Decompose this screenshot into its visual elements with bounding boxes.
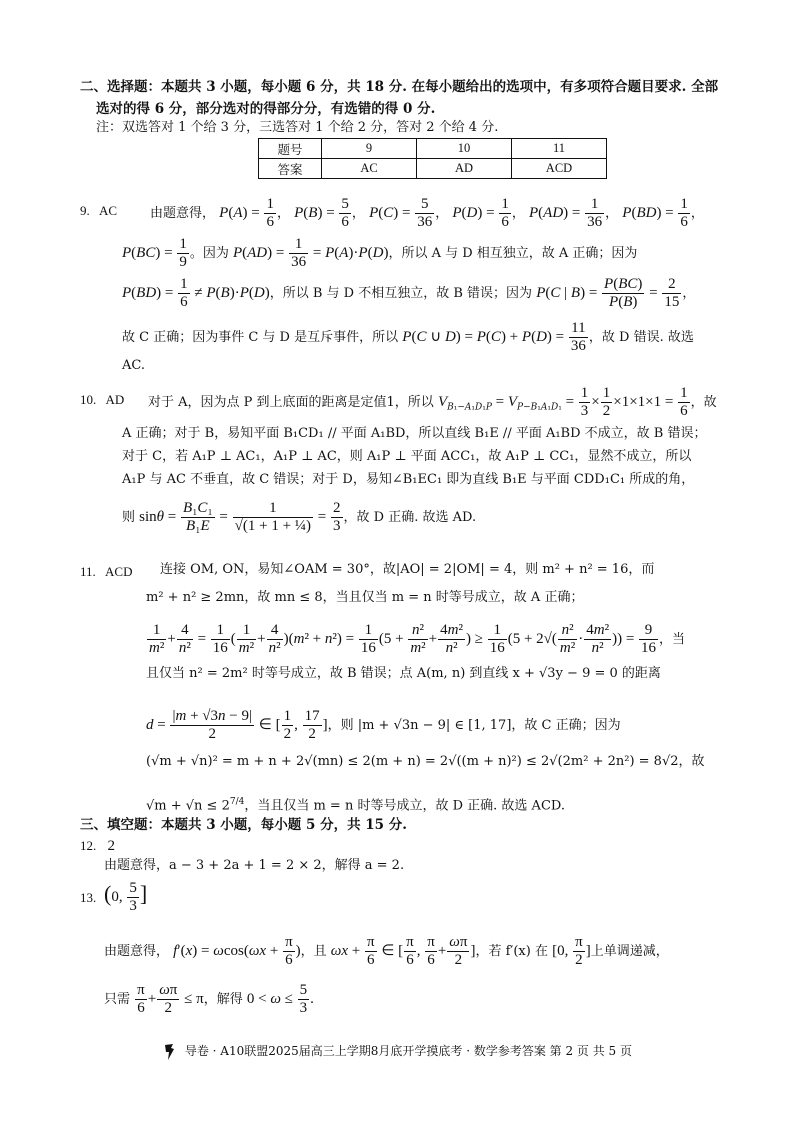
question-number: 13. (80, 890, 97, 905)
text: ，所以 A 与 D 相互独立，故 A 正确；因为 (388, 246, 638, 261)
table-cell: 10 (417, 139, 512, 159)
text: 只需 (104, 992, 131, 1007)
q11-line7 (146, 792, 565, 816)
q10-line4: A₁P 与 AC 不垂直，故 C 错误；对于 D，易知∠B₁EC₁ 即为直线 B₁E 与平面 CDD₁C₁ 所成的角， (122, 472, 695, 487)
text: 上单调递减， (590, 944, 669, 959)
text: 由题意得， (150, 206, 216, 221)
q11-number (80, 562, 132, 582)
question-number: 11. (80, 564, 96, 579)
table-cell: AC (322, 159, 417, 179)
section2-heading-line1: 二、选择题：本题共 3 小题，每小题 6 分，共 18 分. 在每小题给出的选项中，有多项符合题目要求. 全部 (80, 79, 719, 95)
text: 对于 A，因为点 P 到上底面的距离是定值1，所以 (148, 395, 434, 410)
q11-line2: m² + n² ≥ 2mn，故 mn ≤ 8，当且仅当 m = n 时等号成立，故 A 正确； (146, 590, 584, 605)
q10-line2: A 正确；对于 B，易知平面 B₁CD₁ // 平面 A₁BD，所以直线 B₁E // 平面 A₁BD 不成立，故 B 错误； (122, 426, 707, 441)
text: ，所以 B 与 D 不相互独立，故 B 错误；因为 (269, 286, 533, 301)
text: ，故 D 错误. 故选 (588, 330, 694, 345)
q13-answer: (0, $\frac{5}{3}$ ] (104, 880, 148, 914)
question-answer: 2 (107, 838, 115, 854)
text: ，则 |m + √3n − 9| ∈ [1, 17]，故 C 正确；因为 (327, 718, 621, 733)
answer-table-row (259, 159, 607, 179)
q11-line5: d = $\frac{|m + √3n - 9|}{2}$ ∈ [ $\frac{1}{2}$ , $\frac{17}{2}$ ]，则 |m + √3n − 9| ∈ [1, 17]，故 C 正确；因为 (146, 708, 621, 742)
q13-number (80, 888, 96, 908)
text: ，当且仅当 m = n 时等号成立，故 D 正确. 故选 ACD. (244, 798, 565, 814)
brand-logo-icon (162, 1043, 178, 1061)
q10-line1: 对于 A，因为点 P 到上底面的距离是定值1，所以 $V_{B_1-A_1D_1P} = V_{P-B_1A_1D_1}$ = $\frac{1}{3}$ × $\frac{1}{2}$ ×1×1×1 = $\frac{1}{6}$ ，故 (148, 385, 717, 419)
table-cell: 11 (512, 139, 607, 159)
text: ，解得 (203, 992, 243, 1007)
q11-line3: $\frac{1}{\text{m²}}$ + $\frac{4}{\text{n²}}$ = $\frac{1}{16}$ ( $\frac{1}{\text{m²}}$ + $\frac{4}{\text{n²}}$ )(m² + n²) = $\frac{1}{16}$ (5 + $\frac{\text{n²}}{\text{m²}}$ + $\frac{\text{4m²}}{\text{n²}}$ ) ≥ $\frac{1}{16}$ (5 + 2√( $\frac{\text{n²}}{\text{m²}}$ · $\frac{\text{4m²}}{\text{n²}}$ )) = $\frac{9}{16}$ ，当 (149, 622, 686, 656)
footer-text: 导卷 · A10联盟2025届高三上学期8月底开学摸底考 · 数学参考答案 第 2 页 共 5 页 (184, 1044, 632, 1058)
question-answer: ACD (105, 564, 133, 579)
q9-number (80, 201, 117, 221)
answer-table-row (259, 139, 607, 159)
table-cell: ACD (512, 159, 607, 179)
text: 。因为 (189, 246, 229, 261)
text: 则 (122, 510, 136, 525)
q11-line4: 且仅当 n² = 2m² 时等号成立，故 B 错误；点 A(m, n) 到直线 x + √3y − 9 = 0 的距离 (146, 666, 661, 681)
q9-line2: P(BC) = $\frac{1}{9}$ 。因为 P(AD) = $\frac{1}{36}$ = P(A)·P(D)，所以 A 与 D 相互独立，故 A 正确；因为 (122, 236, 638, 270)
text: ，故 (690, 395, 717, 410)
q12-line1: 由题意得，a − 3 + 2a + 1 = 2 × 2，解得 a = 2. (104, 858, 405, 873)
answer-table (258, 138, 607, 179)
q13-line1: 由题意得， f′(x) = ωcos(ωx + $\frac{\pi}{6}$ )，且 ωx + $\frac{\pi}{6}$ ∈ [ $\frac{\pi}{6}$ , $\frac{\pi}{6}$ + $\frac{\omega\pi}{2}$ ]，若 f′(x) 在 [0, $\frac{\pi}{2}$ ]上单调递减， (104, 934, 669, 968)
scoring-note: 注：双选答对 1 个给 3 分，三选答对 1 个给 2 分，答对 2 个给 4 分. (96, 120, 499, 135)
text: ，故 D 正确. 故选 AD. (343, 510, 477, 525)
text: 由题意得， (104, 944, 170, 959)
q11-line1: 连接 OM, ON，易知∠OAM = 30°，故|AO| = 2|OM| = 4，则 m² + n² = 16，而 (160, 562, 655, 577)
text: 故 C 正确；因为事件 C 与 D 是互斥事件，所以 (122, 330, 399, 345)
q11-line6: (√m + √n)² = m + n + 2√(mn) ≤ 2(m + n) = 2√((m + n)²) ≤ 2√(2m² + 2n²) = 8√2，故 (146, 754, 705, 769)
text: ，当 (659, 632, 686, 647)
exponent: 7/4 (229, 797, 245, 807)
q10-number (80, 390, 124, 410)
text: ，若 f′(x) 在 (475, 944, 548, 959)
table-cell: 答案 (259, 159, 322, 179)
question-number: 9. (80, 203, 90, 218)
table-cell: 题号 (259, 139, 322, 159)
section2-heading-line2: 选对的得 6 分，部分选对的得部分分，有选错的得 0 分. (96, 101, 436, 117)
q10-line5: 则 sinθ = $\frac{\text{B₁C₁}}{\text{B₁E}}$ = $\frac{1}{\text{√(1 + 1 + ¼)}}$ = $\frac{2}{3}$ ，故 D 正确. 故选 AD. (122, 500, 477, 534)
text: √m + √n ≤ 2 (146, 798, 230, 814)
q9-line5: AC. (122, 358, 146, 373)
text: ，且 (300, 944, 327, 959)
q9-line3: P(BD) = $\frac{1}{6}$ ≠ P(B)·P(D)，所以 B 与 D 不相互独立，故 B 错误；因为 P(C | B) = $\frac{P(BC)}{P(B)}$ = $\frac{2}{15}$ ， (122, 276, 696, 310)
question-answer: AC (99, 203, 118, 218)
q9-line4: 故 C 正确；因为事件 C 与 D 是互斥事件，所以 P(C ∪ D) = P(C) + P(D) = $\frac{11}{36}$ ，故 D 错误. 故选 (122, 320, 694, 354)
section3-heading: 三、填空题：本题共 3 小题，每小题 5 分，共 15 分. (80, 817, 407, 833)
q10-line3: 对于 C，若 A₁P ⊥ AC₁，A₁P ⊥ AC，则 A₁P ⊥ 平面 ACC₁，故 A₁P ⊥ CC₁，显然不成立，所以 (122, 449, 692, 464)
q12-number (80, 836, 115, 856)
question-number: 12. (80, 838, 97, 853)
question-number: 10. (80, 392, 97, 407)
question-answer: AD (105, 392, 125, 407)
table-cell: 9 (322, 139, 417, 159)
q13-line2: 只需 $\frac{\pi}{6}$ + $\frac{\omega\pi}{2}$ ≤ π，解得 0 < ω ≤ $\frac{5}{3}$ . (104, 982, 314, 1016)
page-footer (0, 1042, 794, 1061)
table-cell: AD (417, 159, 512, 179)
q9-line1: 由题意得， P(A) = $\frac{1}{6}$ ， P(B) = $\frac{5}{6}$ ， P(C) = $\frac{5}{36}$ ， P(D) = $\frac{1}{6}$ ， P(AD) = $\frac{1}{36}$ ， P(BD) = $\frac{1}{6}$ ， (150, 196, 704, 230)
